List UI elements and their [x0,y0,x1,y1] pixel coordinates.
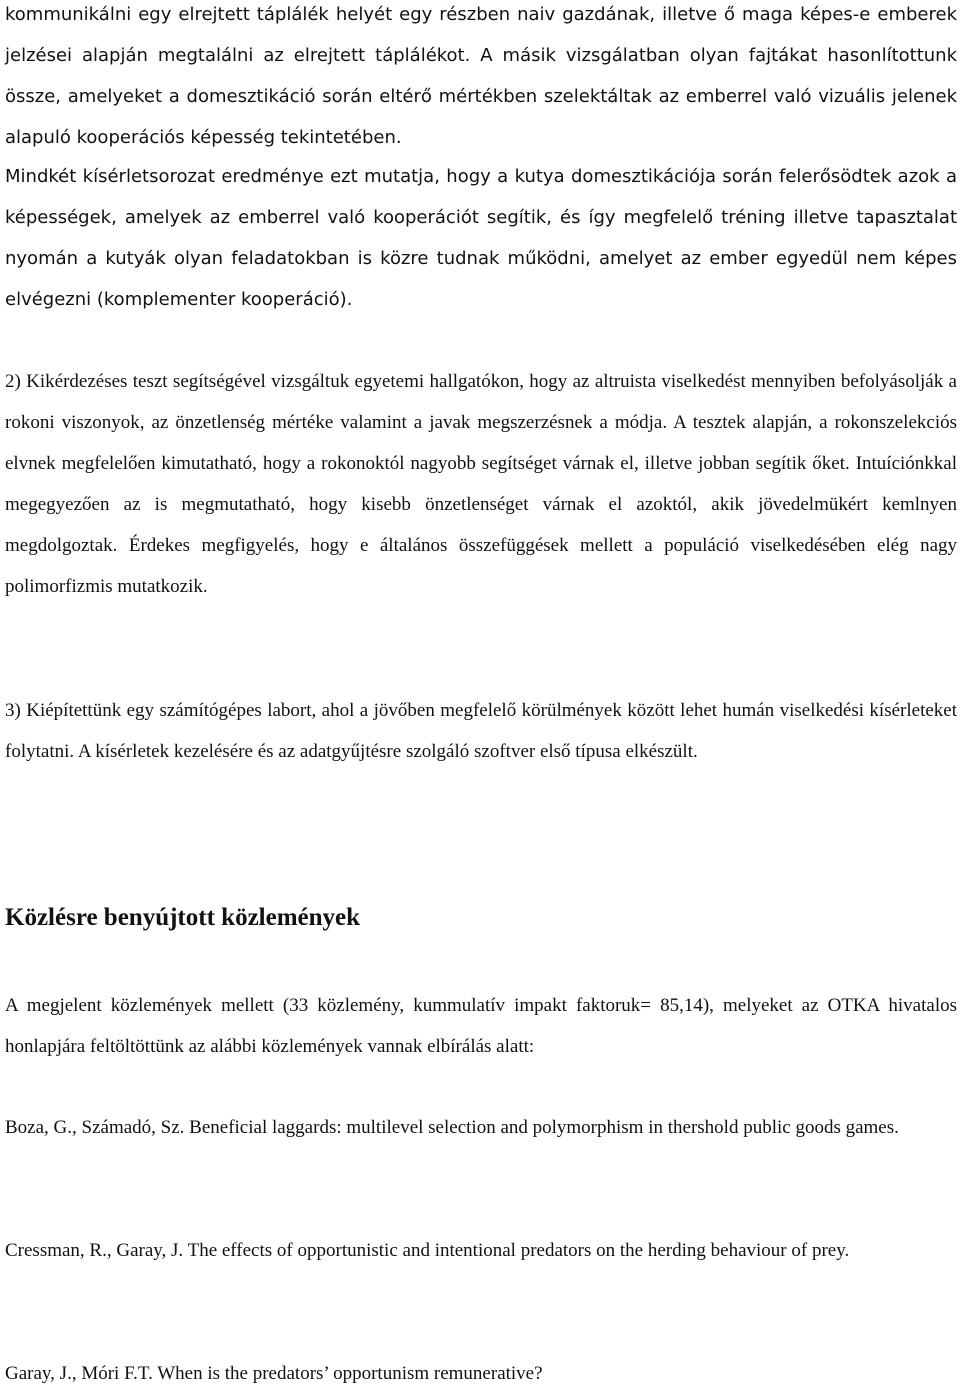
item-3-sentence-2: A kísérletek kezelésére és az adatgyűjtésre szolgáló szoftver első típusa elkészült. [77,741,698,762]
reference-item: Boza, G., Számadó, Sz. Beneficial laggards: multilevel selection and polymorphism in thershold public goods games. [5,1117,899,1138]
section-heading: Közlésre benyújtott közlemények [5,904,361,931]
paragraph-conclusion: Mindkét kísérletsorozat eredménye ezt mutatja, hogy a kutya domesztikációja során felerősödtek azok a képességek, amelyek az emberrel való kooperációt segítik, és így megfelelő tréning illetve tapasztalat nyomán a kutyák olyan feladatokban is közre tudnak működni, amelyet az ember egyedül nem képes elvégezni (komplementer kooperáció). [5,166,957,310]
item-2-sentence-2: A tesztek alapján, a rokonszelekciós elvnek megfelelően kimutatható, hogy a rokonoktól nagyobb segítséget várnak el, illetve jobban segítik őket. [5,412,957,474]
paragraph-item-3 [5,690,957,772]
item-3-sentence-1: 3) Kiépítettünk egy számítógépes labort, ahol a jövőben megfelelő körülmények között lehet humán viselkedési kísérleteket folytatni. [5,700,957,762]
reference-item: Garay, J., Móri F.T. When is the predators’ opportunism remunerative? [5,1363,543,1384]
section-intro: A megjelent közlemények mellett (33 közlemény, kummulatív impakt faktoruk= 85,14), melyeket az OTKA hivatalos honlapjára feltöltöttünk az alábbi közlemények vannak elbírálás alatt: [5,995,957,1057]
item-2-sentence-4: Érdekes megfigyelés, hogy e általános összefüggések mellett a populáció viselkedésében elég nagy polimorfizmis mutatkozik. [5,535,957,597]
item-2-sentence-1: 2) Kikérdezéses teszt segítségével vizsgáltuk egyetemi hallgatókon, hogy az altruista viselkedést mennyiben befolyásolják a rokoni viszonyok, az önzetlenség mértéke valamint a javak megszerzésnek a módja. [5,371,957,433]
item-2-sentence-3: Intuíciónkkal megegyezően az is megmutatható, hogy kisebb önzetlenséget várnak el azoktól, akik jövedelmükért kemlnyen megdolgoztak. [5,453,957,556]
paragraph-experiments: kommunikálni egy elrejtett táplálék helyét egy részben naiv gazdának, illetve ő maga képes-e emberek jelzései alapján megtalálni az elrejtett táplálékot. A másik vizsgálatban olyan fajtákat hasonlítottunk össze, amelyeket a domesztikáció során eltérő mértékben szelektáltak az emberrel való vizuális jelenek alapuló kooperációs képesség tekintetében. [5,4,957,148]
paragraph-item-2 [5,361,957,607]
reference-item: Cressman, R., Garay, J. The effects of opportunistic and intentional predators on the herding behaviour of prey. [5,1240,850,1261]
